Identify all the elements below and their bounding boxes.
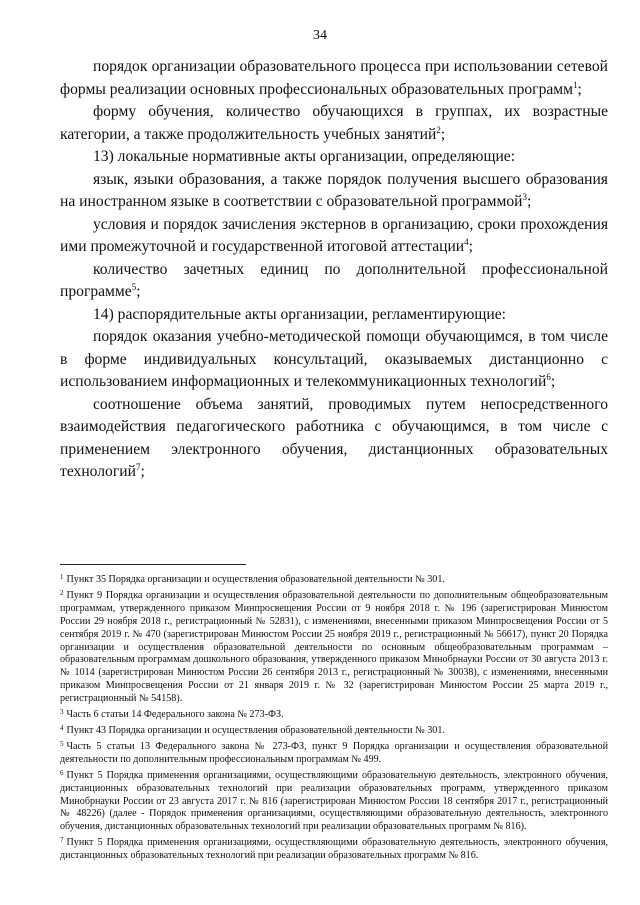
- paragraph-tail: ;: [526, 193, 532, 210]
- paragraph: [60, 214, 608, 259]
- paragraph: [60, 304, 608, 327]
- paragraph: [60, 394, 608, 484]
- paragraph: [60, 326, 608, 394]
- paragraph: [60, 56, 608, 101]
- paragraph-tail: ;: [468, 238, 474, 255]
- paragraph: [60, 259, 608, 304]
- footnote-mark: 6: [60, 768, 64, 777]
- paragraph: [60, 101, 608, 146]
- footnote: [60, 767, 608, 835]
- footnote-mark: 3: [60, 708, 64, 717]
- footnote: [60, 587, 608, 706]
- footnote-mark: 4: [60, 723, 64, 732]
- paragraph-text: условия и порядок зачисления экстернов в организацию, сроки прохождения ими промежуточной и государственной итоговой аттестации: [60, 215, 608, 255]
- page-number: 34: [313, 28, 327, 43]
- footnote: [60, 834, 608, 863]
- paragraph-tail: ;: [577, 80, 582, 98]
- footnote-text: Пункт 9 Порядка организации и осуществления образовательной деятельности по дополнительным общеобразовательным программам, утвержденного приказом Минпросвещения России от 9 ноября 2018 г. № 196 (зарегистрирован Минюстом России 29 ноября 2018 г., регистрационный № 52831), с изменениями, внесенными приказом Минпросвещения России от 5 сентября 2019 г. № 470 (зарегистрирован Минюстом России 25 ноября 2019 г., регистрационный № 56617), пункт 20 Порядка организации и осуществления образовательной деятельности по основным общеобразовательным программам – образовательным программам дошкольного образования, утвержденного приказом Минобрнауки России от 30 августа 2013 г. № 1014 (зарегистрирован Минюстом России 26 сентября 2013 г., регистрационный № 30038), с изменениями, внесенными приказом Минпросвещения России от 21 января 2019 г. № 32 (зарегистрирован Минюстом России 25 марта 2019 г., регистрационный № 54158).: [60, 589, 608, 705]
- footnote-mark: 5: [60, 739, 64, 748]
- footnote: [60, 738, 608, 767]
- footnote-ref: 5: [131, 282, 137, 292]
- paragraph-text: соотношение объема занятий, проводимых путем непосредственного взаимодействия педагогического работника с обучающимся, в том числе с применением электронного обучения, дистанционных образовательных технологий: [60, 395, 608, 480]
- paragraph-tail: ;: [136, 283, 141, 300]
- footnote-text: Пункт 35 Порядка организации и осуществления образовательной деятельности № 301.: [66, 574, 445, 585]
- footnote-mark: 1: [60, 573, 64, 581]
- paragraph-tail: ;: [140, 463, 145, 480]
- paragraph-text: порядок организации образовательного процесса при использовании сетевой формы реализации основных профессиональных образовательных программ: [60, 58, 608, 98]
- footnote-mark: 7: [60, 836, 64, 845]
- footnote-text: Часть 6 статьи 14 Федерального закона № 273-ФЗ.: [66, 709, 284, 721]
- footnote-ref: 1: [573, 79, 578, 90]
- footnote-text: Пункт 5 Порядка применения организациями, осуществляющими образовательную деятельность, электронного обучения, дистанционных образовательных технологий при реализации образовательных программ, утвержденного приказом Минобрнауки России от 23 августа 2017 г. № 816 (зарегистрирован Минюстом России 18 сентября 2017 г., регистрационный № 48226) (далее - Порядок применения организациями, осуществляющими образовательную деятельность, электронного обучения, дистанционных образовательных технологий при реализации образовательных программ № 816).: [60, 769, 608, 833]
- paragraph: [60, 169, 608, 214]
- paragraph-text: количество зачетных единиц по дополнительной профессиональной программе: [60, 260, 608, 300]
- footnote: [60, 706, 608, 722]
- paragraph-tail: ;: [550, 373, 556, 390]
- footnote-mark: 2: [60, 588, 64, 597]
- paragraph-text: форму обучения, количество обучающихся в группах, их возрастные категории, а также продолжительность учебных занятий: [60, 103, 608, 143]
- paragraph-text: 13) локальные нормативные акты организации, определяющие:: [93, 148, 516, 165]
- footnotes: [60, 571, 608, 863]
- footnote: [60, 722, 608, 738]
- main-text: [60, 56, 608, 484]
- footnote-ref: 4: [464, 237, 469, 247]
- footnote-text: Пункт 43 Порядка организации и осуществления образовательной деятельности № 301.: [66, 724, 445, 736]
- footnote-text: Пункт 5 Порядка применения организациями, осуществляющими образовательную деятельность, электронного обучения, дистанционных образовательных технологий при реализации образовательных программ № 816.: [60, 837, 608, 862]
- footnote-text: Часть 5 статьи 13 Федерального закона № 273-ФЗ, пункт 9 Порядка организации и осуществления образовательной деятельности по дополнительным профессиональным программам № 499.: [60, 740, 608, 765]
- footnote-ref: 6: [546, 372, 551, 382]
- paragraph-text: язык, языки образования, а также порядок получения высшего образования на иностранном языке в соответствии с образовательной программой: [60, 170, 608, 210]
- paragraph-tail: ;: [440, 125, 446, 143]
- footnote-ref: 3: [522, 192, 527, 202]
- footnote: [60, 571, 608, 587]
- footnote-ref: 2: [436, 124, 441, 135]
- footnote-ref: 7: [135, 462, 141, 472]
- footnote-separator: [60, 564, 246, 565]
- paragraph-text: порядок оказания учебно-методической помощи обучающимся, в том числе в форме индивидуальных консультаций, оказываемых дистанционно с использованием информационных и телекоммуникационных технологий: [60, 328, 608, 390]
- paragraph-text: 14) распорядительные акты организации, регламентирующие:: [93, 305, 506, 323]
- paragraph: [60, 146, 608, 169]
